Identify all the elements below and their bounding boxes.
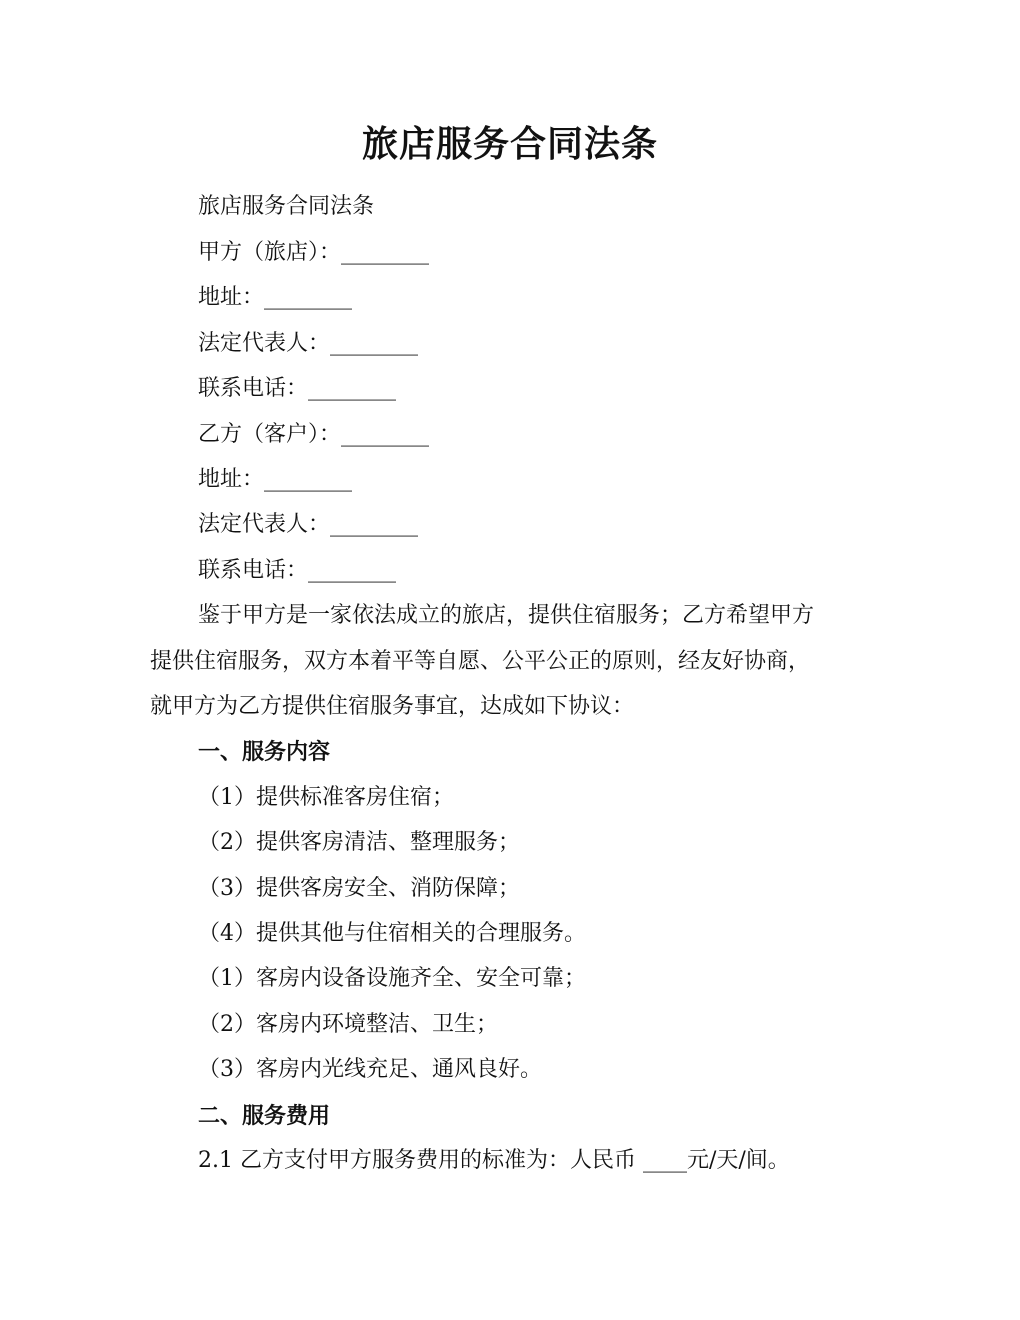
preamble-line-3: 就甲方为乙方提供住宿服务事宜，达成如下协议： — [150, 694, 635, 719]
preamble-line-1: 鉴于甲方是一家依法成立的旅店，提供住宿服务；乙方希望甲方 — [198, 603, 815, 628]
section-1-item: （3）提供客房安全、消防保障； — [198, 876, 520, 901]
party-b-address: 地址：________ — [198, 467, 353, 492]
section-1-item: （1）客房内设备设施齐全、安全可靠； — [198, 966, 586, 991]
party-a-label: 甲方（旅店）：________ — [198, 240, 430, 265]
document-title: 旅店服务合同法条 — [361, 123, 658, 165]
section-1-item: （2）客房内环境整洁、卫生； — [198, 1012, 498, 1037]
document-subtitle: 旅店服务合同法条 — [198, 194, 375, 219]
party-b-legal-rep: 法定代表人：________ — [198, 512, 419, 537]
section-1-item: （4）提供其他与住宿相关的合理服务。 — [198, 921, 586, 946]
section-1-heading: 一、服务内容 — [198, 739, 331, 765]
section-1-item: （1）提供标准客房住宿； — [198, 785, 454, 810]
party-a-phone: 联系电话：________ — [198, 376, 397, 401]
preamble-line-2: 提供住宿服务，双方本着平等自愿、公平公正的原则，经友好协商， — [150, 649, 811, 674]
party-b-phone: 联系电话：________ — [198, 558, 397, 583]
section-2-heading: 二、服务费用 — [198, 1103, 331, 1129]
section-1-item: （2）提供客房清洁、整理服务； — [198, 830, 520, 855]
party-b-label: 乙方（客户）：________ — [198, 422, 430, 447]
party-a-address: 地址：________ — [198, 285, 353, 310]
section-1-item: （3）客房内光线充足、通风良好。 — [198, 1057, 542, 1082]
clause-2-1: 2.1 乙方支付甲方服务费用的标准为：人民币 ____元/天/间。 — [198, 1148, 790, 1173]
party-a-legal-rep: 法定代表人：________ — [198, 331, 419, 356]
